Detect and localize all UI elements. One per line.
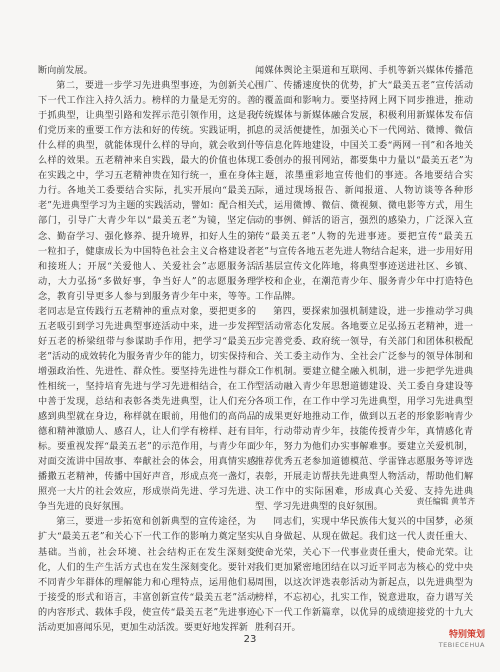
section-brand xyxy=(425,630,485,649)
paragraph: 第二，要进一步学习先进典型事迹，为创新关心下一代工作注入持久活力。榜样的力量是无穷的。善于抓典型，让典型引路和发挥示范引领作用，这是我们党历来的重要工作方法和好的传统。实践证明，抓什么样的典型，就能体现什么样的导向，就会收到什么样的效果。五老精神来自实践，最大的价值也体现在实践之中，学习五老精神贵在知行统一，重在身体力行。各地关工委要结合实际，扎实开展向“最美五老”先进典型学习为主题的实践活动，譬如：配合相关部门，引导广大青少年以“最美五老”为镜，坚定信念、勤奋学习、强化修养、提升境界，扣好人生的第一粒扣子，健康成长为中国特色社会主义合格建设者和接班人；开展“关爱他人、关爱社会”志愿服务活动，大力弘扬“多做好事，争当好人”的志愿服务理念，教育引导更多人参与到服务青少年中来，等等。老同志是宣传践行五老精神的重点对象，要把更多的五老吸引到学习先进典型事迹活动中来，进一步发挥好五老的桥梁纽带与参谋助手作用，把学习“最美五老”活动的成效转化为服务青少年的能力，切实保持和增强政治性、先进性、群众性。要坚持先进性与群众性相统一，坚持培育先进与学习先进相结合，在工作中善于发现，总结和表彰各类先进典型，让人们充分感到典型就在身边，称样就在眼前，用他们的高尚品德和精神激励人、感召人，让人们学有榜样、赶有目标。要重视发挥“最美五老”的示范作用，与青少年面对面交流讲中国故事、奉献社会的体会，用真情实感播撒五老精神，传播中国好声音，形成点亮一盏灯，照亮一大片的社会效应，形成崇尚先进、学习先进、争当先进的良好氛围。 xyxy=(38,81,256,513)
page-number: 23 xyxy=(243,634,257,645)
editor-credit: 责任编辑 黄苇齐 xyxy=(416,497,475,506)
left-column xyxy=(38,64,256,636)
section-brand-title: 特别策划 xyxy=(448,630,485,640)
paragraph: 闻媒体舆论主渠道和互联网、手机等新兴媒体传播范围广、传播速度快的优势，扩大“最美五老”宣传活动的覆盖面和影响力。要坚持网上网下同步推进，推动传统媒体与新媒体融合发展，积极利用新媒体发布信息的灵活便捷性，加强关心下一代网站、微博、微信等信息化阵地建设，中国关工委“两网一刊”和各地关工委创办的报刊网站，都要集中力量以“最美五老”为主题，浓墨重彩地宣传他们的事迹。各地要结合实际，通过现场报告、新闻报道、人物访谈等各种形式，运用微博、微信、微视频、微电影等方式，用生动的事例、鲜活的语言，强烈的感染力，广泛深入宣传“最美五老”人物的先进事迹。要把宣传“最美五老”与宣传各地五老先进人物结合起来，进一步用好用活基层宣传文化阵地，将典型事迹送进社区、乡镇、学校和企业，在潮范青少年、服务青少年中打造特色工作品牌。 xyxy=(255,66,473,302)
section-brand-subtitle: TEBIECEHUA xyxy=(438,641,485,649)
paragraph: 第三，要进一步拓宽和创新典型的宣传途径，为扩大“最美五老”和关心下一代工作的影响力奠定坚实基础。当前，社会环境、社会结构正在发生深刻变化，人们的生产生活方式也在发生深刻变化。要针对不同青少年群体的理解能力和心理特点，运用他们易于接受的形式和语言，丰富创新宣传“最美五老”活动的内容形式、载体手段，使宣传“最美五老”先进事迹活动更加喜闻乐见，更加生动活泼。要更好地发挥新 xyxy=(38,517,256,633)
paragraph: 断向前发展。 xyxy=(38,66,93,76)
paragraph: 第四，要探索加强机制建设，进一步推动学习典型活动常态化发展。各地要立足弘扬五老精神，进一步完善党委、政府统一领导，有关部门和团体积极配合、关工委主动作为、全社会广泛参与的领导体制和工作机制。要建立健全融入机制，进一步把学先进典型活动融入青少年思想道德建设、关工委自身建设等各项工作，在工作中学习先进典型，用学习先进典型的成果更好地推动工作，做到以五老的形象影响青少年，行动带动青少年，技能传授青少年，真情感化青少年，努力为他们办实事解难事。要建立关爱机制，推荐优秀五老参加道德模范、学雷锋志愿服务等评选表彰，开展走访帮扶先进典型人物活动，帮助他们解决工作中的实际困难，形成真心关爱、支持先进典型、学习先进典型的良好氛围。 xyxy=(255,306,473,513)
right-column xyxy=(255,64,473,636)
paragraph: 同志们，实现中华民族伟大复兴的中国梦，必须从自身做起、从现在做起。我们这一代人责任重大、使命光荣，关心下一代事业责任重大，使命光荣。让我们更加紧密地团结在以习近平同志为核心的党中央周围，以这次评选表彰活动为新起点，以先进典型为榜样，不忘初心，扎实工作，锐意进取，奋力谱写关心下一代工作新篇章，以优异的成绩迎接党的十九大胜利召开。 xyxy=(255,517,473,633)
